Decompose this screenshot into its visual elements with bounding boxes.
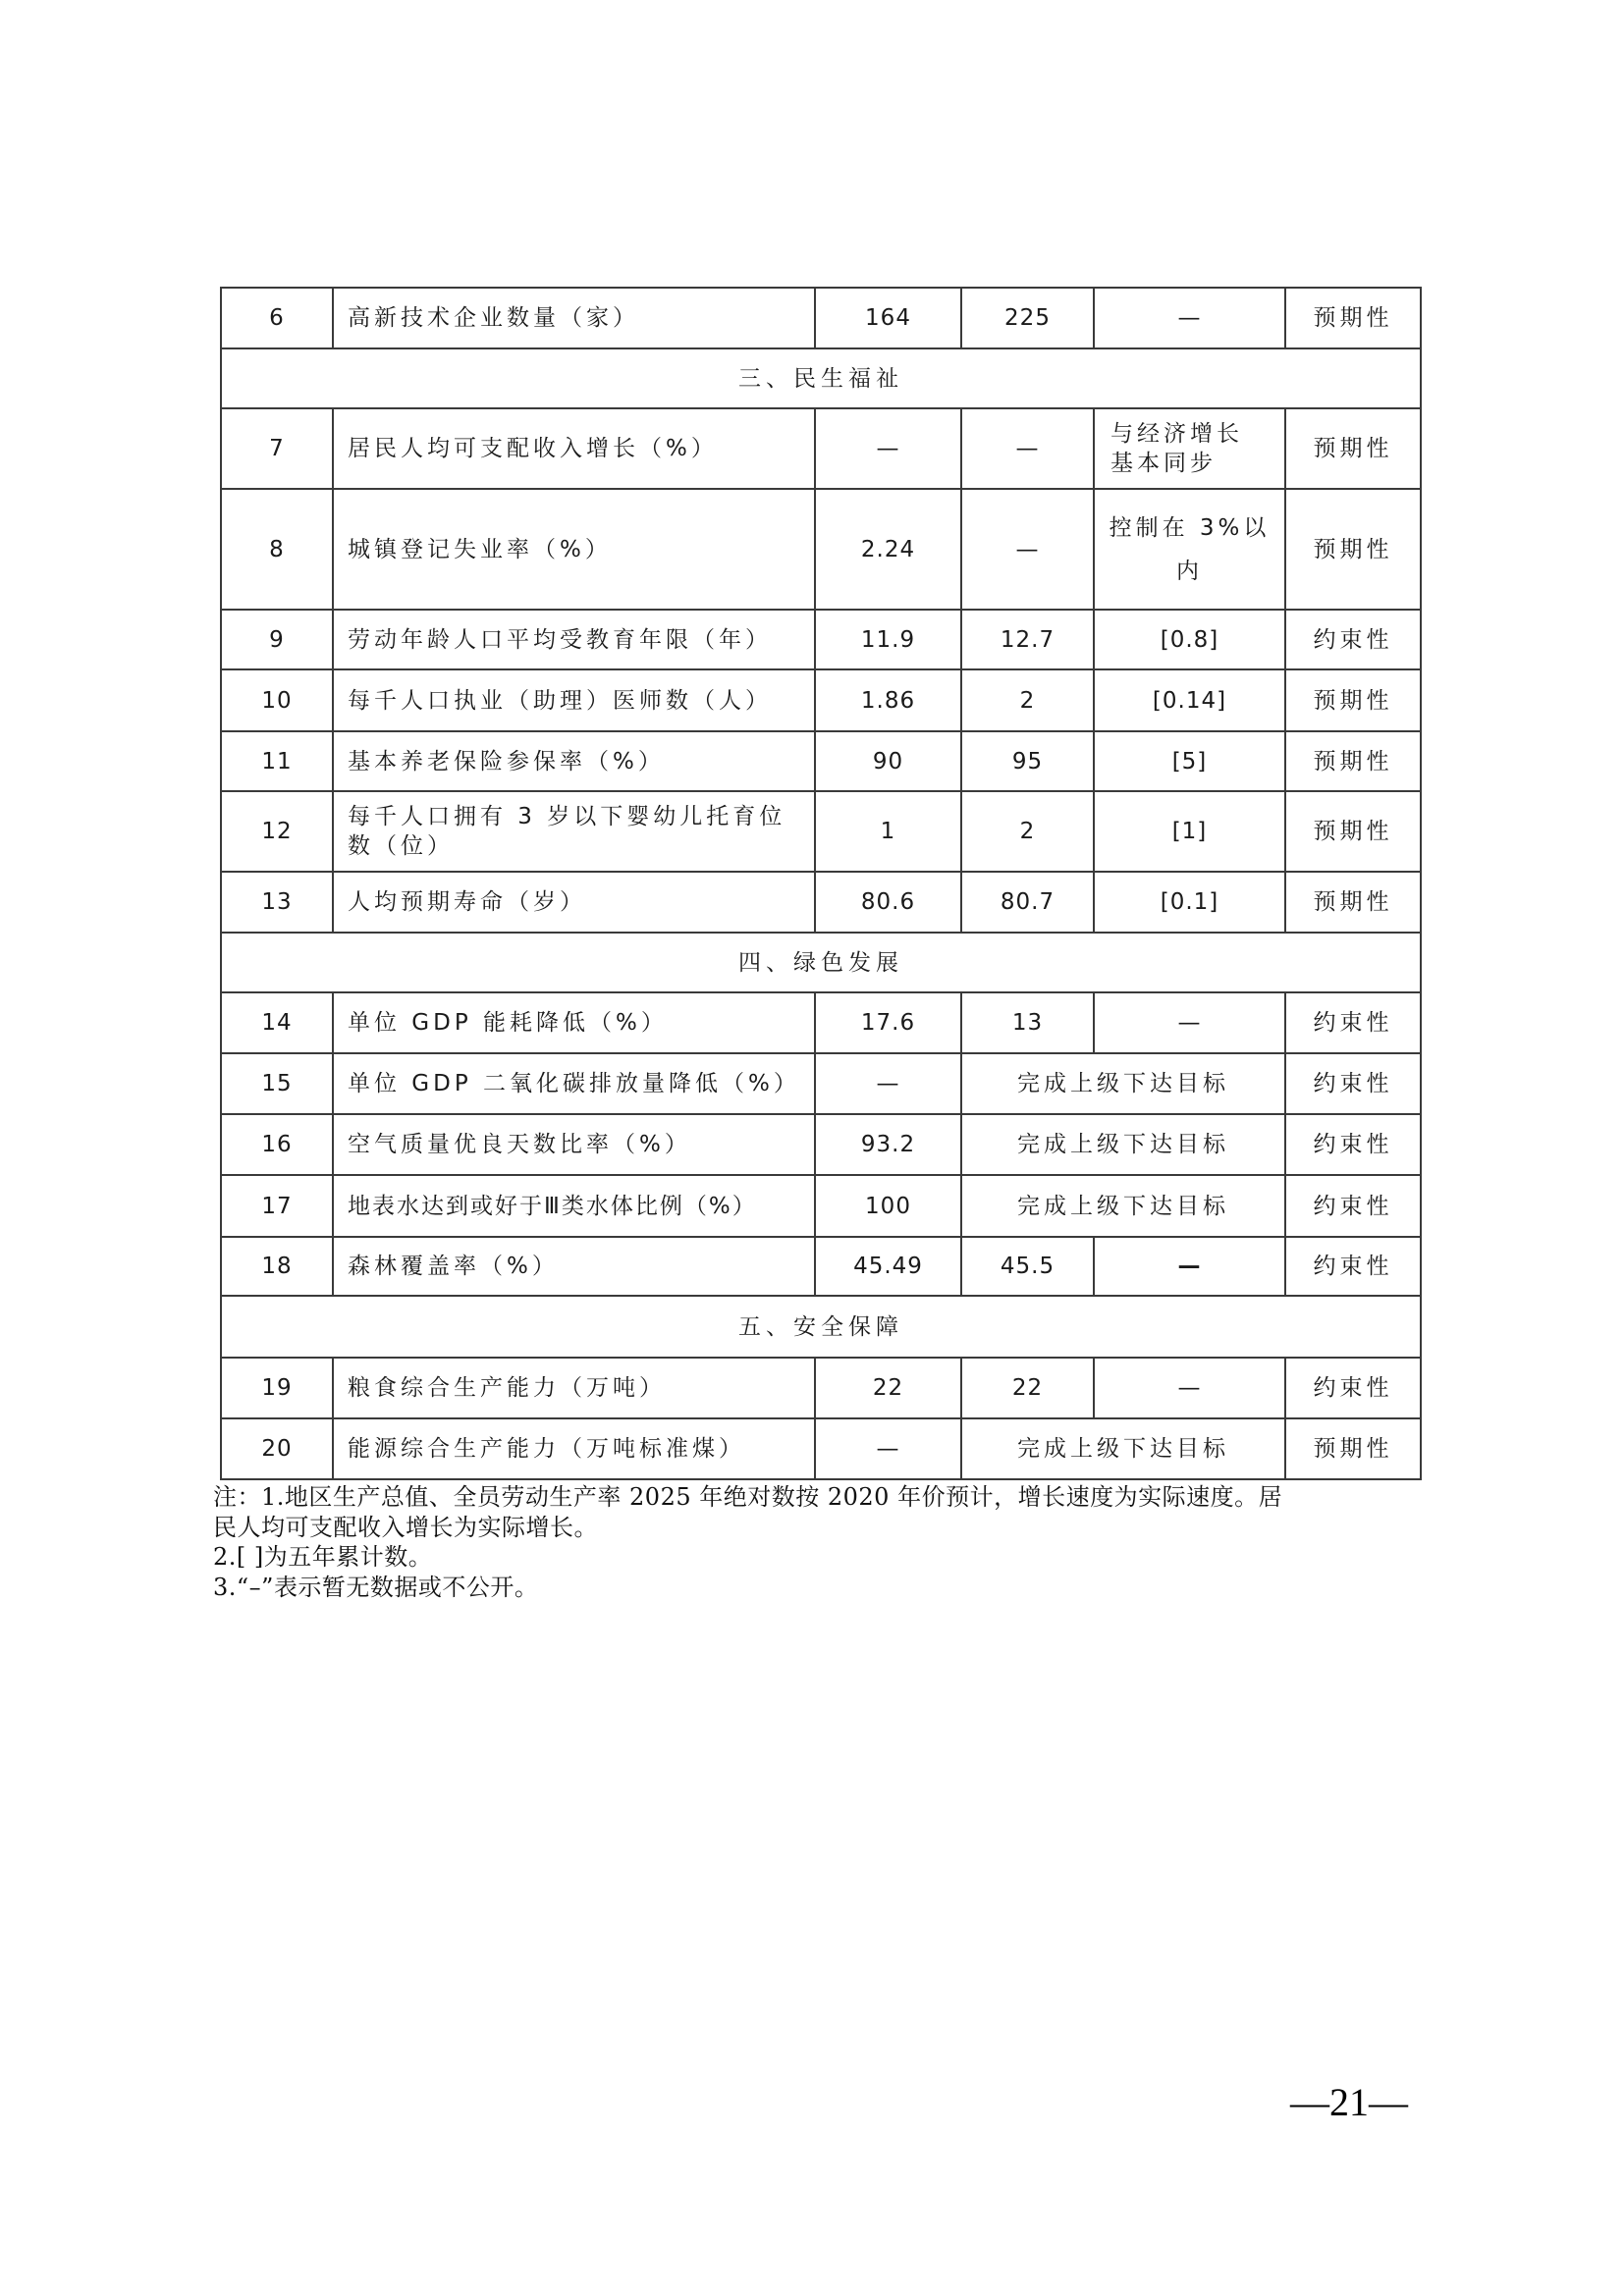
value-2025: — [961,489,1094,610]
indicator-name: 基本养老保险参保率（%） [333,731,815,791]
indicator-attribute: 预期性 [1285,731,1421,791]
indicator-name: 地表水达到或好于Ⅲ类水体比例（%） [333,1175,815,1237]
annual-growth-line: 内 [1176,558,1203,584]
indicator-name: 空气质量优良天数比率（%） [333,1114,815,1175]
row-number: 17 [221,1175,333,1237]
row-number: 6 [221,288,333,348]
indicator-name: 森林覆盖率（%） [333,1237,815,1296]
row-number: 12 [221,791,333,872]
annual-growth: [5] [1094,731,1285,791]
indicator-attribute: 约束性 [1285,1175,1421,1237]
table-row [221,1358,1421,1418]
row-number: 10 [221,669,333,731]
indicator-name: 单位 GDP 能耗降低（%） [333,992,815,1053]
row-number: 11 [221,731,333,791]
table-row [221,408,1421,489]
value-2020: 1.86 [815,669,961,731]
section-title: 五、安全保障 [221,1296,1421,1358]
value-2020: 80.6 [815,872,961,933]
table-row [221,1418,1421,1479]
indicator-attribute: 约束性 [1285,992,1421,1053]
annual-growth-line: 基本同步 [1110,451,1217,476]
indicator-attribute: 预期性 [1285,408,1421,489]
annual-growth [1094,489,1285,610]
target-merged: 完成上级下达目标 [961,1418,1285,1479]
value-2020: 22 [815,1358,961,1418]
value-2020: 45.49 [815,1237,961,1296]
table-row [221,1237,1421,1296]
annual-growth: [0.14] [1094,669,1285,731]
section-header-row [221,348,1421,408]
value-2025: — [961,408,1094,489]
indicator-name: 高新技术企业数量（家） [333,288,815,348]
value-2025: 2 [961,669,1094,731]
value-2020: — [815,1418,961,1479]
table-row [221,791,1421,872]
indicator-name: 每千人口执业（助理）医师数（人） [333,669,815,731]
row-number: 14 [221,992,333,1053]
indicator-attribute: 预期性 [1285,1418,1421,1479]
indicator-name: 城镇登记失业率（%） [333,489,815,610]
indicator-attribute: 预期性 [1285,669,1421,731]
annual-growth-line: 与经济增长 [1110,421,1243,447]
indicator-name: 能源综合生产能力（万吨标准煤） [333,1418,815,1479]
note-line: 注：1.地区生产总值、全员劳动生产率 2025 年绝对数按 2020 年价预计，增长速度为实际速度。居 [213,1483,1283,1511]
value-2025: 2 [961,791,1094,872]
table-row [221,669,1421,731]
value-2025: 45.5 [961,1237,1094,1296]
table-row [221,1053,1421,1114]
value-2025: 95 [961,731,1094,791]
indicator-attribute: 约束性 [1285,1114,1421,1175]
annual-growth: — [1094,1237,1285,1296]
indicator-attribute: 约束性 [1285,1237,1421,1296]
value-2025: 12.7 [961,610,1094,669]
table-row [221,610,1421,669]
table-row [221,288,1421,348]
table-row [221,731,1421,791]
section-header-row [221,933,1421,992]
section-header-row [221,1296,1421,1358]
value-2025: 13 [961,992,1094,1053]
value-2020: — [815,1053,961,1114]
row-number: 7 [221,408,333,489]
row-number: 9 [221,610,333,669]
value-2020: 11.9 [815,610,961,669]
value-2020: 100 [815,1175,961,1237]
table-row [221,489,1421,610]
indicator-attribute: 预期性 [1285,872,1421,933]
indicator-name-line: 数（位） [348,833,454,859]
value-2020: 164 [815,288,961,348]
value-2025: 22 [961,1358,1094,1418]
annual-growth [1094,408,1285,489]
value-2020: — [815,408,961,489]
annual-growth: — [1094,288,1285,348]
row-number: 15 [221,1053,333,1114]
section-title: 四、绿色发展 [221,933,1421,992]
section-title: 三、民生福祉 [221,348,1421,408]
value-2025: 80.7 [961,872,1094,933]
indicator-name: 居民人均可支配收入增长（%） [333,408,815,489]
annual-growth: [1] [1094,791,1285,872]
target-merged: 完成上级下达目标 [961,1175,1285,1237]
row-number: 18 [221,1237,333,1296]
indicator-attribute: 约束性 [1285,610,1421,669]
table-notes [213,1482,1431,1602]
target-merged: 完成上级下达目标 [961,1114,1285,1175]
row-number: 19 [221,1358,333,1418]
annual-growth: [0.8] [1094,610,1285,669]
annual-growth-line: 控制在 3%以 [1109,514,1271,541]
value-2020: 90 [815,731,961,791]
indicator-attribute: 预期性 [1285,489,1421,610]
indicator-attribute: 预期性 [1285,791,1421,872]
value-2020: 17.6 [815,992,961,1053]
value-2020: 93.2 [815,1114,961,1175]
indicator-name: 单位 GDP 二氧化碳排放量降低（%） [333,1053,815,1114]
row-number: 20 [221,1418,333,1479]
indicator-name: 劳动年龄人口平均受教育年限（年） [333,610,815,669]
table-row [221,992,1421,1053]
annual-growth: — [1094,1358,1285,1418]
indicator-attribute: 约束性 [1285,1358,1421,1418]
table-row [221,1175,1421,1237]
value-2020: 2.24 [815,489,961,610]
indicator-name: 粮食综合生产能力（万吨） [333,1358,815,1418]
value-2025: 225 [961,288,1094,348]
value-2020: 1 [815,791,961,872]
note-line: 2.[ ]为五年累计数。 [213,1543,433,1571]
row-number: 16 [221,1114,333,1175]
indicator-name [333,791,815,872]
note-line: 3.“–”表示暂无数据或不公开。 [213,1573,539,1601]
indicator-name: 人均预期寿命（岁） [333,872,815,933]
indicator-table [220,287,1422,1480]
note-line: 民人均可支配收入增长为实际增长。 [213,1513,598,1541]
row-number: 13 [221,872,333,933]
target-merged: 完成上级下达目标 [961,1053,1285,1114]
annual-growth: — [1094,992,1285,1053]
indicator-name-line: 每千人口拥有 3 岁以下婴幼儿托育位 [348,804,786,829]
indicator-attribute: 约束性 [1285,1053,1421,1114]
indicator-attribute: 预期性 [1285,288,1421,348]
annual-growth: [0.1] [1094,872,1285,933]
row-number: 8 [221,489,333,610]
page-number: —21— [1290,2080,1408,2124]
table-row [221,872,1421,933]
table-row [221,1114,1421,1175]
